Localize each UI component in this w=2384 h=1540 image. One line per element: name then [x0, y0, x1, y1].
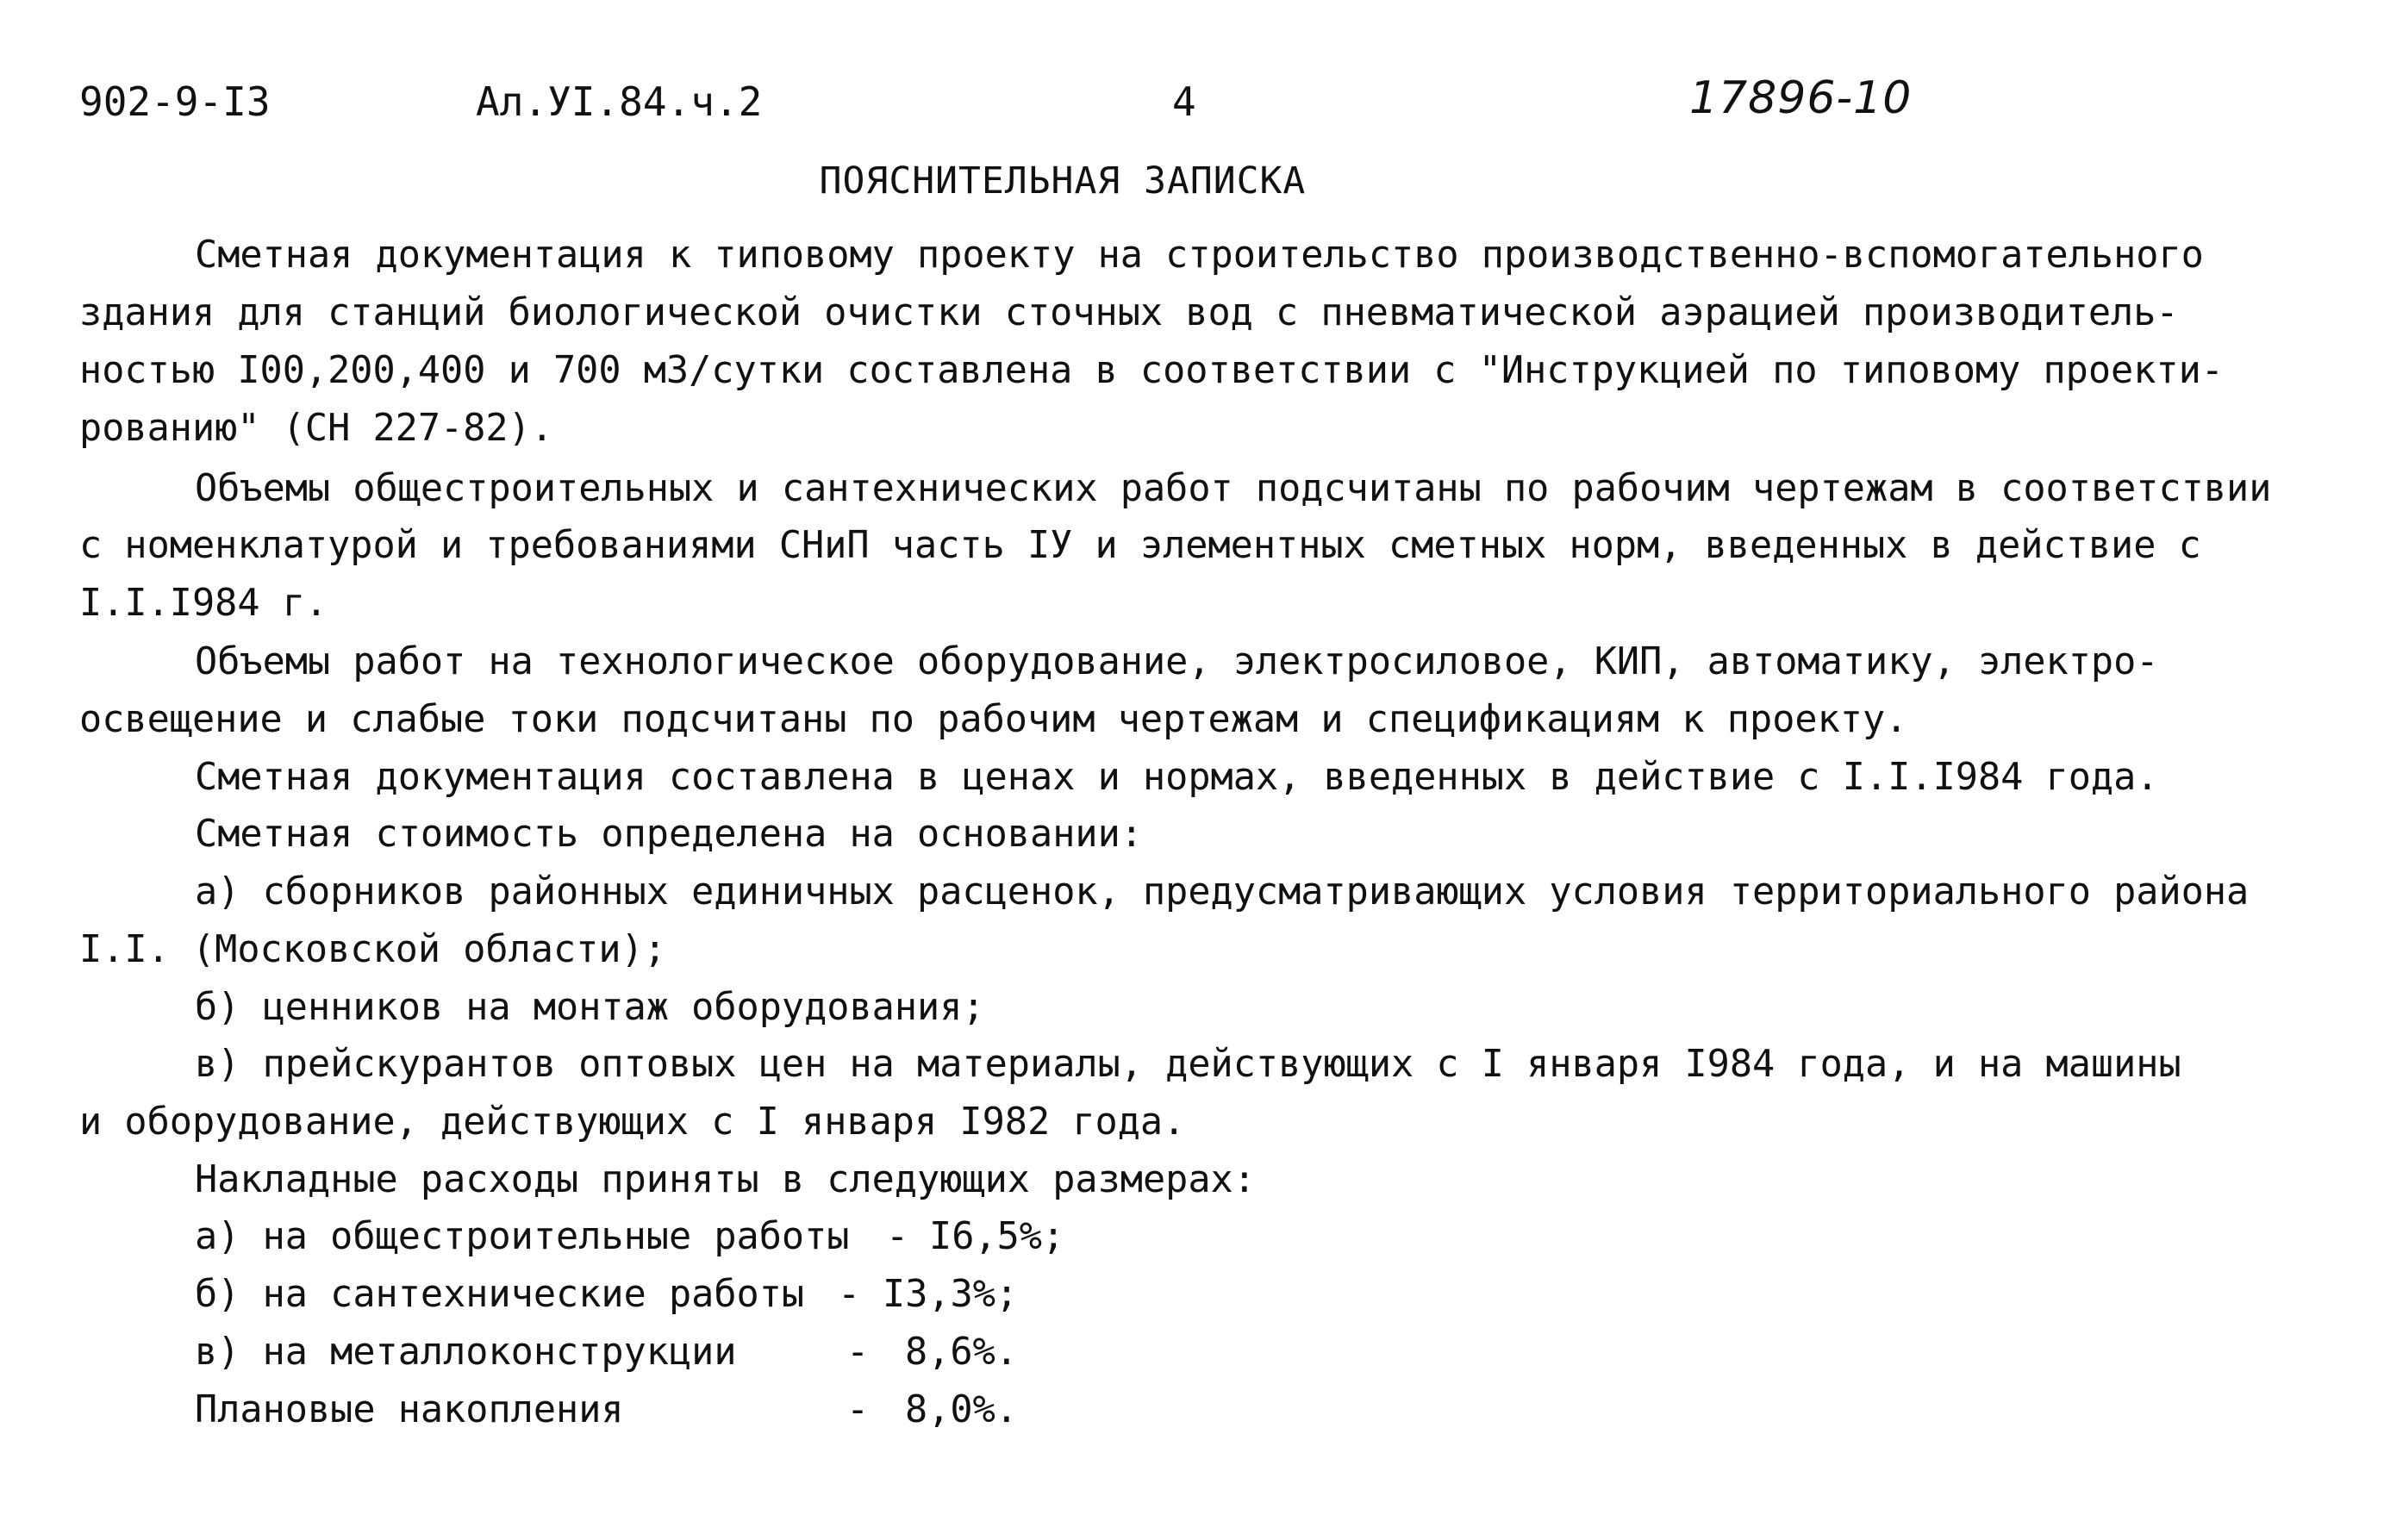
- text-line: I.I.I984 г.: [79, 582, 328, 625]
- document-code: 902-9-I3: [79, 78, 271, 125]
- rate-label: а) на общестроительные работы: [195, 1215, 850, 1258]
- text-line: б) ценников на монтаж оборудования;: [195, 986, 985, 1029]
- text-line: рованию" (СН 227-82).: [79, 407, 553, 450]
- text-line: ностью I00,200,400 и 700 м3/сутки составлена в соответствии с "Инструкцией по типовому проекти-: [79, 349, 2224, 392]
- text-line: здания для станций биологической очистки сточных вод с пневматической аэрацией производитель-: [79, 291, 2179, 334]
- text-line: Сметная документация к типовому проекту на строительство производственно-вспомогательного: [195, 234, 2204, 277]
- text-line: Объемы работ на технологическое оборудование, электросиловое, КИП, автоматику, электро-: [195, 640, 2159, 683]
- text-line: в) прейскурантов оптовых цен на материалы, действующих с I января I984 года, и на машины: [195, 1043, 2181, 1086]
- rate-label: Плановые накопления: [195, 1388, 624, 1431]
- rate-value: 8,0%.: [905, 1388, 1018, 1431]
- rate-dash: -: [838, 1273, 861, 1316]
- text-line: Объемы общестроительных и сантехнических работ подсчитаны по рабочим чертежам в соответствии: [195, 467, 2272, 510]
- rate-dash: -: [846, 1331, 870, 1374]
- rate-value: 8,6%.: [905, 1331, 1018, 1374]
- rate-label: в) на металлоконструкции: [195, 1331, 737, 1374]
- rate-label: б) на сантехнические работы: [195, 1273, 805, 1316]
- text-line: Накладные расходы приняты в следующих размерах:: [195, 1158, 1256, 1201]
- rate-value: I3,3%;: [883, 1273, 1019, 1316]
- rate-dash: -: [886, 1215, 909, 1258]
- rate-dash: -: [846, 1388, 870, 1431]
- text-line: Сметная документация составлена в ценах и нормах, введенных в действие с I.I.I984 года.: [195, 756, 2159, 799]
- handwritten-inventory-number: 17896-10: [1689, 72, 1913, 124]
- page-number: 4: [1172, 78, 1196, 125]
- album-reference: Ал.УI.84.ч.2: [476, 78, 763, 125]
- text-line: с номенклатурой и требованиями СНиП часть IУ и элементных сметных норм, введенных в действие с: [79, 524, 2201, 567]
- text-line: и оборудование, действующих с I января I982 года.: [79, 1100, 1186, 1144]
- text-line: I.I. (Московской области);: [79, 928, 666, 971]
- text-line: Сметная стоимость определена на основании:: [195, 813, 1143, 856]
- document-title: ПОЯСНИТЕЛЬНАЯ ЗАПИСКА: [819, 159, 1307, 203]
- text-line: освещение и слабые токи подсчитаны по рабочим чертежам и спецификациям к проекту.: [79, 698, 1908, 741]
- rate-value: I6,5%;: [929, 1215, 1065, 1258]
- text-line: а) сборников районных единичных расценок, предусматривающих условия территориального района: [195, 870, 2250, 913]
